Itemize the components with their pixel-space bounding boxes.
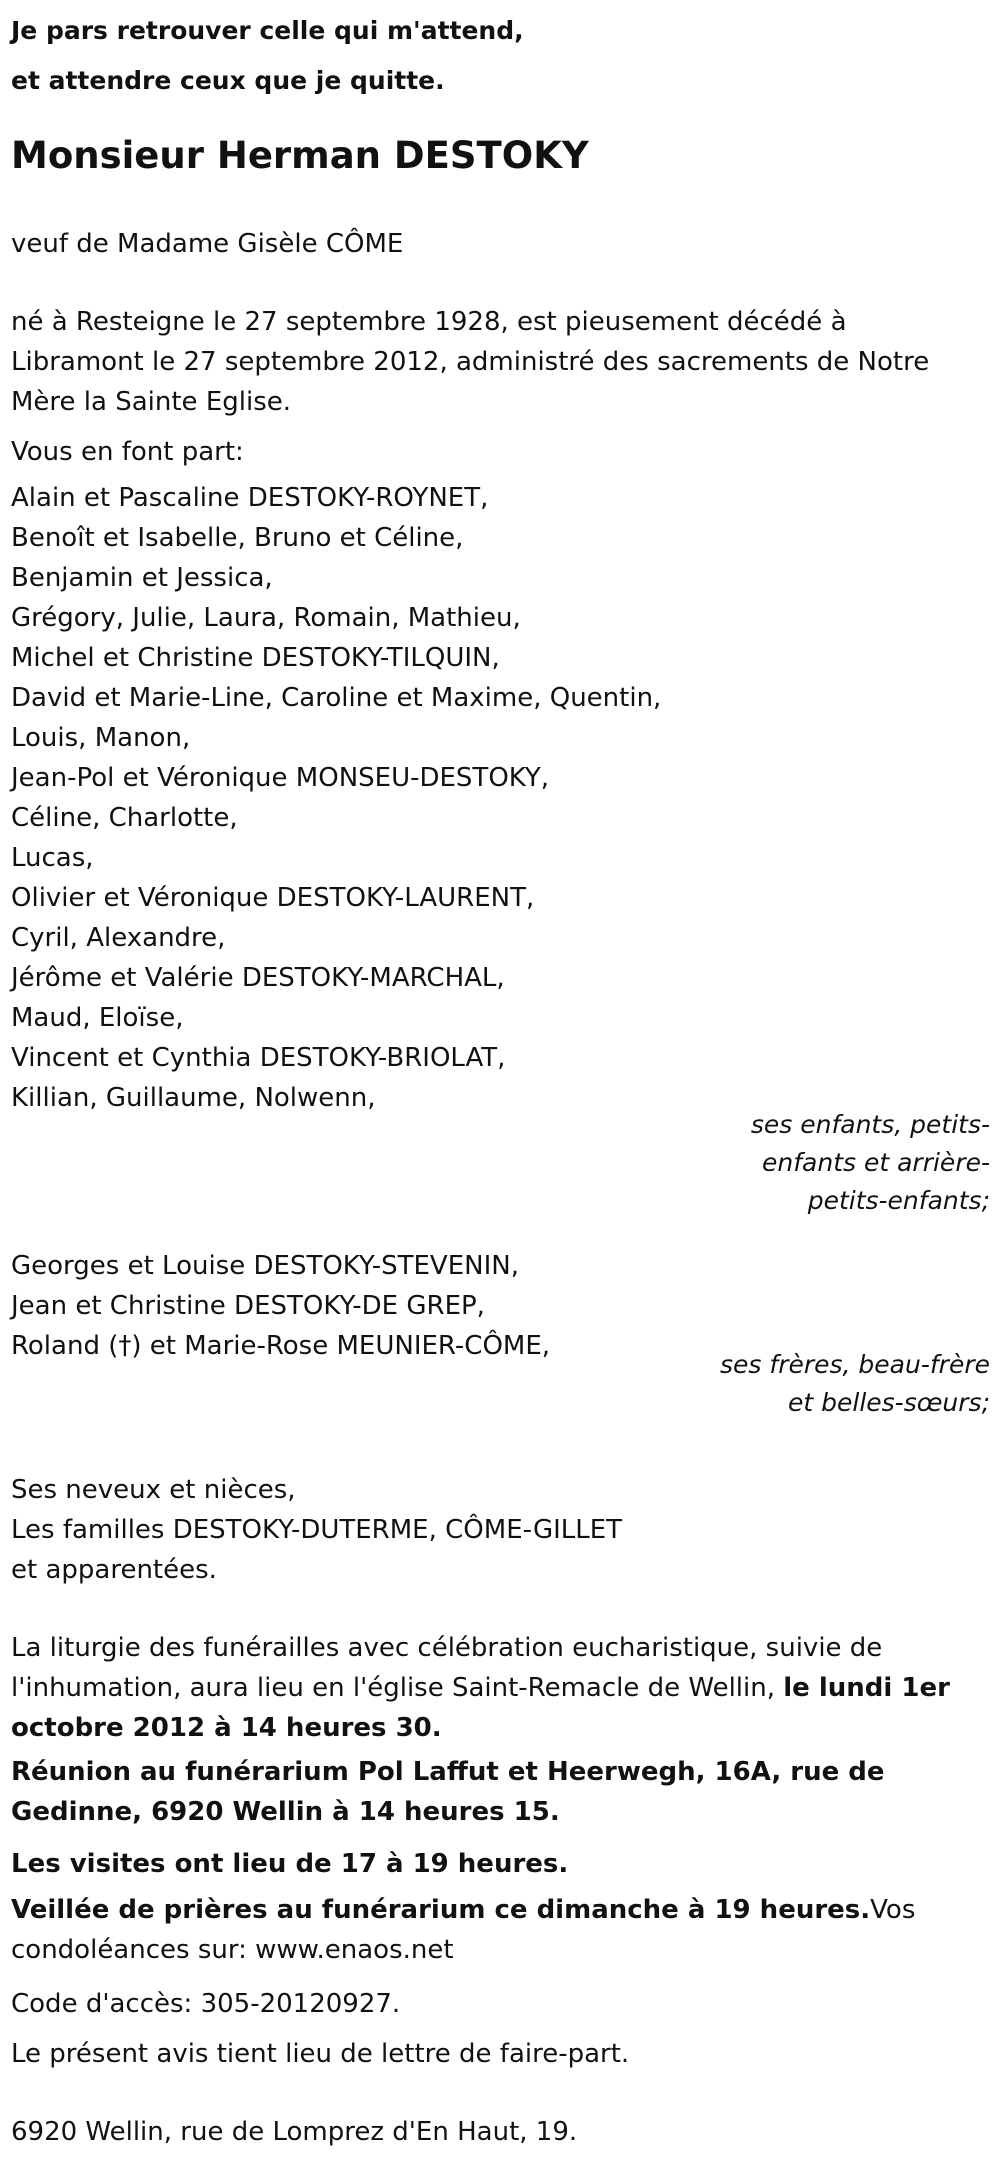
widower-of: veuf de Madame Gisèle CÔME	[11, 229, 404, 259]
relatives-line: Ses neveux et nièces,	[11, 1475, 296, 1505]
family-line: Maud, Eloïse,	[11, 1003, 184, 1033]
visits-info: Les visites ont lieu de 17 à 19 heures.	[11, 1849, 569, 1879]
condolences-text: Vos condoléances sur: www.enaos.net	[11, 1895, 916, 1965]
family-line: Cyril, Alexandre,	[11, 923, 226, 953]
family-line: Vincent et Cynthia DESTOKY-BRIOLAT,	[11, 1043, 506, 1073]
sibling-line: Jean et Christine DESTOKY-DE GREP,	[11, 1291, 485, 1321]
other-relatives	[11, 1470, 622, 1590]
reunion-info: Réunion au funérarium Pol Laffut et Heerwegh, 16A, rue de Gedinne, 6920 Wellin à 14 heures 15.	[11, 1757, 885, 1827]
family-line: Céline, Charlotte,	[11, 803, 238, 833]
sibling-line: Roland (†) et Marie-Rose MEUNIER-CÔME,	[11, 1331, 551, 1361]
family-line: Killian, Guillaume, Nolwenn,	[11, 1083, 376, 1113]
relatives-line: Les familles DESTOKY-DUTERME, CÔME-GILLET	[11, 1515, 623, 1545]
relatives-line: et apparentées.	[11, 1555, 217, 1585]
family-line: Olivier et Véronique DESTOKY-LAURENT,	[11, 883, 535, 913]
sibling-line: Georges et Louise DESTOKY-STEVENIN,	[11, 1251, 519, 1281]
epigraph-line-2: et attendre ceux que je quitte.	[11, 66, 445, 95]
deceased-name: Monsieur Herman DESTOKY	[11, 134, 589, 177]
family-line: Louis, Manon,	[11, 723, 191, 753]
family-line: Alain et Pascaline DESTOKY-ROYNET,	[11, 483, 489, 513]
family-line: Benoît et Isabelle, Bruno et Céline,	[11, 523, 464, 553]
siblings-role: ses frères, beau-frère et belles-sœurs;	[720, 1350, 990, 1417]
vigil-bold: Veillée de prières au funérarium ce dimanche à 19 heures.	[11, 1895, 871, 1925]
family-line: Michel et Christine DESTOKY-TILQUIN,	[11, 643, 500, 673]
family-line: Jean-Pol et Véronique MONSEU-DESTOKY,	[11, 763, 550, 793]
children-role: ses enfants, petits-enfants et arrière-petits-enfants;	[750, 1110, 990, 1215]
family-line: Grégory, Julie, Laura, Romain, Mathieu,	[11, 603, 521, 633]
family-line: David et Marie-Line, Caroline et Maxime, Quentin,	[11, 683, 662, 713]
birth-death-text: né à Resteigne le 27 septembre 1928, est pieusement décédé à Libramont le 27 septembre 2012, administré des sacrements de Notre Mère la Sainte Eglise.	[11, 307, 930, 417]
family-line: Jérôme et Valérie DESTOKY-MARCHAL,	[11, 963, 505, 993]
family-line: Benjamin et Jessica,	[11, 563, 273, 593]
family-line: Lucas,	[11, 843, 94, 873]
notice-text: Le présent avis tient lieu de lettre de faire-part.	[11, 2039, 630, 2069]
epigraph-line-1: Je pars retrouver celle qui m'attend,	[11, 16, 524, 45]
epigraph	[11, 6, 524, 106]
access-code: Code d'accès: 305-20120927.	[11, 1989, 401, 2019]
vigil-info	[11, 1890, 971, 1970]
liturgy-text: La liturgie des funérailles avec célébration eucharistique, suivie de l'inhumation, aura lieu en l'église Saint-Remacle de Wellin,	[11, 1633, 883, 1703]
liturgy-info	[11, 1628, 971, 1748]
sibling-list	[11, 1246, 550, 1366]
family-list	[11, 478, 661, 1118]
liturgy-date: le lundi 1er octobre 2012 à 14 heures 30.	[11, 1673, 950, 1743]
announce-intro: Vous en font part:	[11, 437, 244, 467]
address: 6920 Wellin, rue de Lomprez d'En Haut, 19.	[11, 2117, 578, 2147]
